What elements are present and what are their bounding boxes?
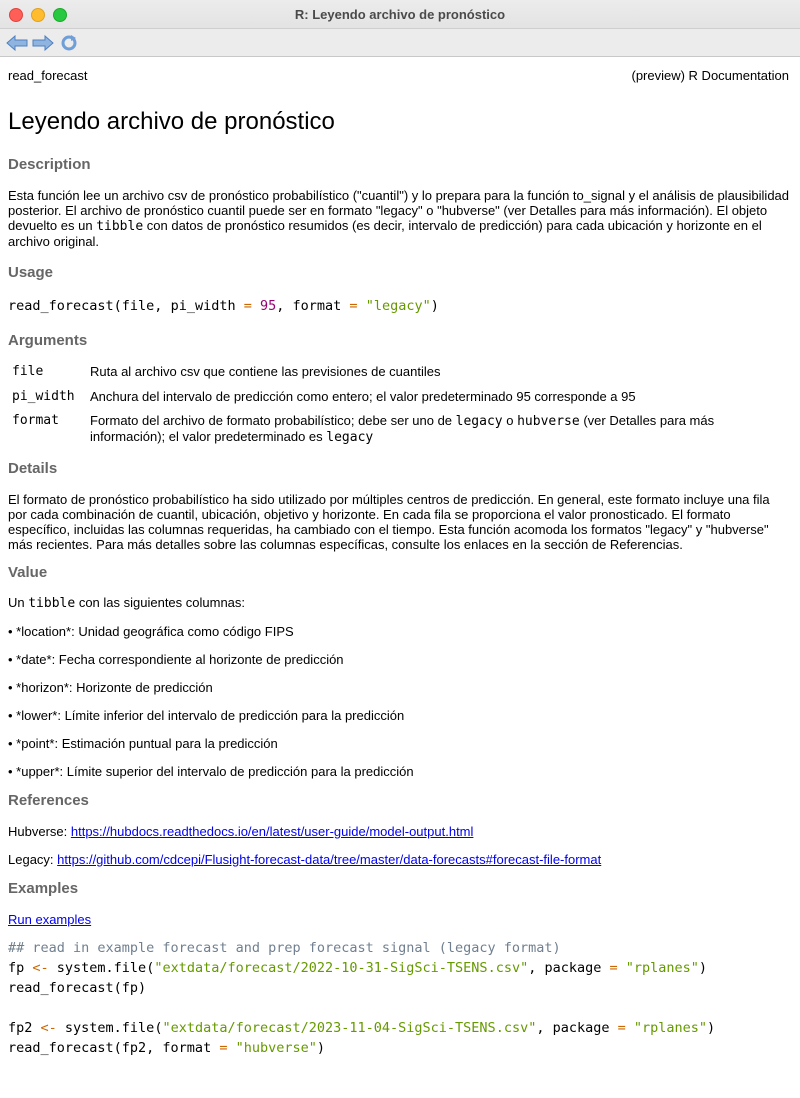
forward-arrow-icon xyxy=(32,35,54,51)
description-heading: Description xyxy=(8,156,91,173)
list-item: • *upper*: Límite superior del intervalo de predicción para la predicción xyxy=(8,764,414,779)
list-item: • *horizon*: Horizonte de predicción xyxy=(8,680,213,695)
back-arrow-icon xyxy=(6,35,28,51)
back-button[interactable] xyxy=(6,33,28,53)
arg-description: Ruta al archivo csv que contiene las previsiones de cuantiles xyxy=(90,364,441,379)
arguments-heading: Arguments xyxy=(8,332,88,349)
argument-row-format xyxy=(8,413,778,445)
refresh-button[interactable] xyxy=(58,33,80,53)
code-line: read_forecast(fp2, format = "hubverse") xyxy=(8,1040,326,1056)
run-examples-link[interactable]: Run examples xyxy=(8,912,92,927)
references-heading: References xyxy=(8,792,89,809)
arg-name: format xyxy=(12,413,59,428)
window-title: R: Leyendo archivo de pronóstico xyxy=(294,6,506,22)
reference-legacy: Legacy: https://github.com/cdcepi/Flusight-forecast-data/tree/master/data-forecasts#forecast-file-format xyxy=(8,852,602,867)
arg-name: file xyxy=(12,364,44,379)
package-label: (preview) R Documentation xyxy=(631,68,789,83)
run-examples xyxy=(8,912,800,927)
tibble-code: tibble xyxy=(96,219,144,234)
arg-name: pi_width xyxy=(12,389,75,404)
examples-code xyxy=(8,938,800,1058)
doc-header xyxy=(8,57,800,83)
code-line: fp <- system.file("extdata/forecast/2022-10-31-SigSci-TSENS.csv", package = "rplanes") xyxy=(8,960,708,976)
argument-row-pi-width xyxy=(8,389,778,413)
examples-heading: Examples xyxy=(8,880,79,897)
details-heading: Details xyxy=(8,460,58,477)
topic-name: read_forecast xyxy=(8,68,88,83)
list-item: • *location*: Unidad geográfica como código FIPS xyxy=(8,624,294,639)
usage-code: read_forecast(file, pi_width = 95, format = "legacy") xyxy=(8,298,439,314)
page-title: Leyendo archivo de pronóstico xyxy=(8,108,335,135)
code-line: read_forecast(fp) xyxy=(8,980,147,996)
arg-description: Formato del archivo de formato probabilístico; debe ser uno de legacy o hubverse (ver Detalles para más información); el valor predeterminado es legacy xyxy=(90,413,715,445)
code-line: fp2 <- system.file("extdata/forecast/2023-11-04-SigSci-TSENS.csv", package = "rplanes") xyxy=(8,1020,716,1036)
value-intro: Un tibble con las siguientes columnas: xyxy=(8,595,246,611)
zoom-window-button[interactable] xyxy=(53,8,67,22)
usage-heading: Usage xyxy=(8,264,54,281)
close-window-button[interactable] xyxy=(9,8,23,22)
value-heading: Value xyxy=(8,564,48,581)
arg-description: Anchura del intervalo de predicción como entero; el valor predeterminado 95 corresponde a 95 xyxy=(90,389,636,404)
description-text: Esta función lee un archivo csv de pronóstico probabilístico ("cuantil") y lo prepara para la función to_signal y el análisis de plausibilidad posterior. El archivo de pronóstico cuantil puede ser en formato "legacy" o "hubverse" (ver Detalles para más información). El objeto devuelto es un tibble con datos de pronóstico resumidos (es decir, intervalo de predicción) para cada ubicación y horizonte en el archivo original. xyxy=(8,188,790,249)
forward-button[interactable] xyxy=(32,33,54,53)
navigation-toolbar xyxy=(0,29,800,57)
details-text: El formato de pronóstico probabilístico ha sido utilizado por múltiples centros de predicción. En general, este formato incluye una fila por cada combinación de cuantil, ubicación, objetivo y horizonte. En cada fila se proporciona el valor pronosticado. El formato específico, incluidas las columnas requeridas, ha cambiado con el tiempo. Esta función acomoda los formatos "legacy" y "hubverse" más recientes. Para más detalles sobre las columnas específicas, consulte los enlaces en la sección de Referencias. xyxy=(8,492,770,552)
list-item: • *lower*: Límite inferior del intervalo de predicción para la predicción xyxy=(8,708,405,723)
argument-row-file xyxy=(8,364,778,389)
minimize-window-button[interactable] xyxy=(31,8,45,22)
refresh-icon xyxy=(60,34,78,52)
arguments-table xyxy=(8,364,778,445)
legacy-link[interactable]: https://github.com/cdcepi/Flusight-forecast-data/tree/master/data-forecasts#forecast-file-format xyxy=(57,852,602,867)
title-bar xyxy=(0,0,800,29)
code-comment: ## read in example forecast and prep forecast signal (legacy format) xyxy=(8,940,561,956)
list-item: • *point*: Estimación puntual para la predicción xyxy=(8,736,278,751)
help-content xyxy=(0,57,800,1058)
list-item: • *date*: Fecha correspondiente al horizonte de predicción xyxy=(8,652,344,667)
reference-hubverse: Hubverse: https://hubdocs.readthedocs.io/en/latest/user-guide/model-output.html xyxy=(8,824,474,839)
hubverse-link[interactable]: https://hubdocs.readthedocs.io/en/latest/user-guide/model-output.html xyxy=(70,824,474,839)
